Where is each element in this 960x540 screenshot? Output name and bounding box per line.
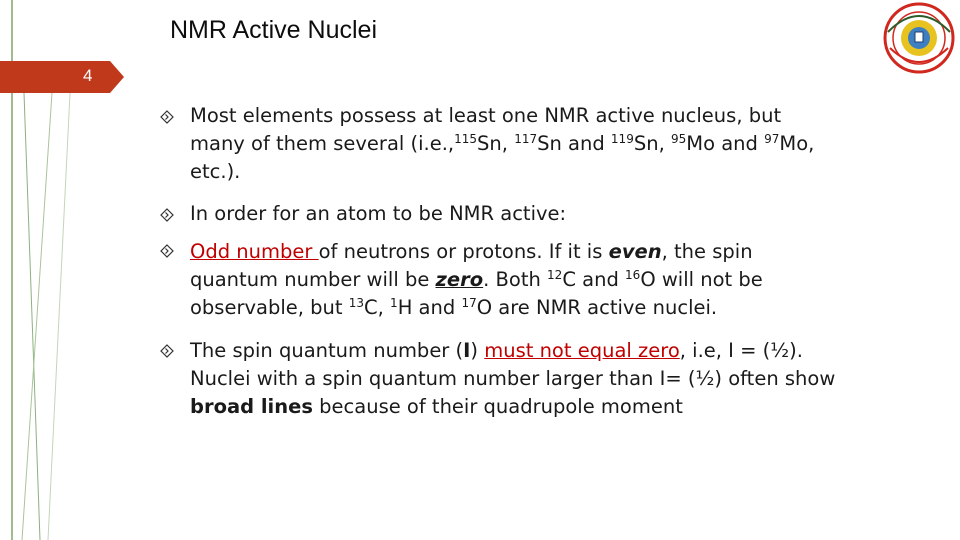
- university-seal-logo: [880, 2, 958, 74]
- bullet-4-line-1: The spin quantum number (I) must not equal zero, i.e, I = (½).: [190, 339, 803, 362]
- diamond-arrow-bullet-icon: [160, 110, 174, 124]
- bullet-3-line-3: observable, but $^{13}$C, $^1$H and $^{17}$O are NMR active nuclei.: [190, 296, 718, 319]
- bullet-4: [190, 337, 835, 421]
- bullet-1-line-1: Most elements possess at least one NMR active nucleus, but: [190, 104, 782, 127]
- bullet-1-line-2: many of them several (i.e.,$^{115}$Sn, $^{117}$Sn and $^{119}$Sn, $^{95}$Mo and $^{97}$Mo,: [190, 132, 815, 155]
- bullet-1: [190, 102, 814, 186]
- diamond-arrow-bullet-icon: [160, 208, 174, 222]
- bullet-2: In order for an atom to be NMR active:: [190, 202, 567, 225]
- odd-number-emphasis: Odd number: [190, 240, 319, 263]
- bullet-4-line-3: broad lines because of their quadrupole moment: [190, 395, 683, 418]
- diamond-arrow-bullet-icon: [160, 244, 174, 258]
- slide-title: NMR Active Nuclei: [170, 16, 377, 44]
- must-not-equal-zero-emphasis: must not equal zero: [484, 339, 680, 362]
- bullet-3-line-1: Odd number of neutrons or protons. If it is even, the spin: [190, 240, 753, 263]
- bullet-3-line-2: quantum number will be zero. Both $^{12}$C and $^{16}$O will not be: [190, 268, 763, 291]
- bullet-3: [190, 238, 763, 322]
- bullet-1-line-3: etc.).: [190, 160, 241, 183]
- diamond-arrow-bullet-icon: [160, 344, 174, 358]
- slide-number: 4: [83, 66, 93, 85]
- slide-number-tab: [0, 61, 124, 93]
- bullet-4-line-2: Nuclei with a spin quantum number larger than I= (½) often show: [190, 367, 836, 390]
